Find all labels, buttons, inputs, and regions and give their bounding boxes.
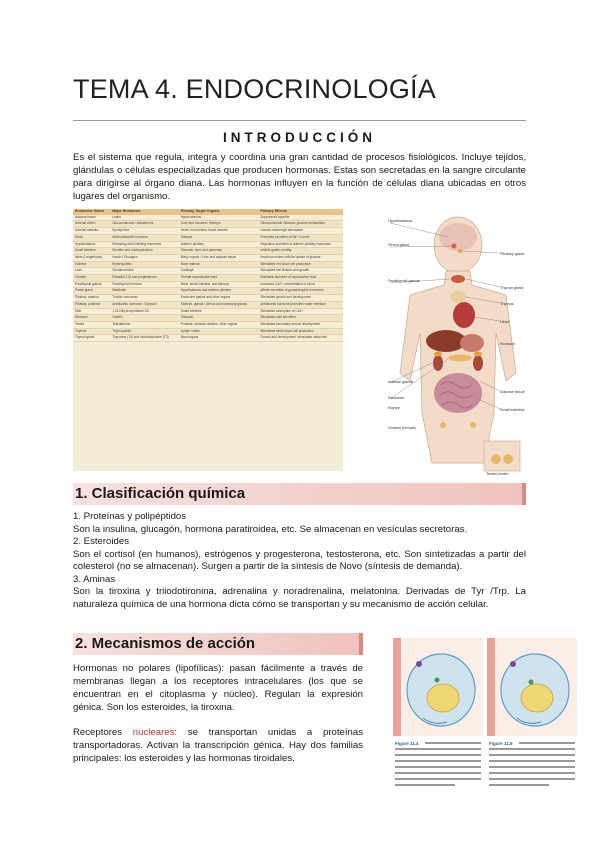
table-cell: Ovaries [73,275,110,282]
table-cell: 1,25-Dihydroxyvitamin D3 [110,308,179,315]
table-row [73,234,343,241]
table-row [73,248,343,255]
table-cell: Small intestine [179,308,259,315]
table-cell: Stimulates absorption of Ca2+ [258,308,343,315]
table-cell: Hypothalamus and anterior pituitary [179,288,259,295]
table-row [73,241,343,248]
table-cell: Stimulates secondary sexual development [258,321,343,328]
table-cell: Glucocorticoids / Aldosterone [110,221,179,228]
table-cell: Releasing and inhibiting hormones [110,241,179,248]
table-cell: Many organs / Liver and adipose tissue [179,254,259,261]
nucleares-term: nucleares [132,727,175,738]
table-cell: Epinephrine [110,228,179,235]
list-item: 3. Aminas [73,573,116,585]
label-heart: Heart [500,320,510,324]
table-cell: Kidneys, glands / Uterus and mammary glands [179,301,259,308]
table-cell: Promotes excretion of Na+ in urine [258,234,343,241]
label-pineal: Pineal gland [388,243,409,247]
table-cell: Causes adrenergic stimulation [258,228,343,235]
table-cell: Adipose tissue [73,215,110,221]
label-thyroid: Thyroid gland [500,286,524,290]
table-cell: Testosterone [110,321,179,328]
table-row [73,335,343,342]
label-kidney: Kidney [388,406,400,410]
label-adipose: Adipose tissue [500,390,525,394]
table-cell: Secretin and cholecystokinin [110,248,179,255]
table-cell: Liver [73,268,110,275]
table-cell: Stimulates red blood cell production [258,261,343,268]
table-header: Major Hormones [110,209,179,215]
table-cell: Thyroid gland [73,335,110,342]
label-thymus: Thymus [500,302,514,306]
table-cell: Endocrine glands and other organs [179,295,259,302]
table-cell: Bone marrow [179,261,259,268]
receptor-figures [393,638,577,813]
table-cell: Antidiuretic hormone promotes water retention [258,301,343,308]
table-cell: Islets (Langerhans) [73,254,110,261]
list-item: Son la insulina, glucagón, hormona paratiroidea, etc. Se almacenan en vesículas secretoras. [73,523,468,535]
section2-title: 2. Mecanismos de acción [75,635,256,652]
table-cell: Hypothalamus [179,215,259,221]
table-cell: Thyroxine (T4) and triiodothyronine (T3) [110,335,179,342]
label-hypothalamus: Hypothalamus [388,219,413,223]
table-cell: Estradiol-17β and progesterone [110,275,179,282]
table-cell: Prostate, seminal vesicles, other organs [179,321,259,328]
table-cell: Cartilage [179,268,259,275]
table-row [73,254,343,261]
table-cell: Inhibits gastric motility [258,248,343,255]
table-cell: Kidneys [179,234,259,241]
table-cell: Parathyroid glands [73,281,110,288]
hormone-table-image [73,209,343,471]
list-item: 1. Proteínas y polipéptidos [73,511,187,522]
table-cell: Maintains structure of reproductive tract [258,275,343,282]
table-cell: Heart [73,234,110,241]
figure-left-caption: Figure 11.4 [395,741,419,746]
table-cell: Stomach [73,315,110,322]
mechanism-paragraph-1: Hormonas no polares (lipofílicas): pasan fácilmente a través de membranas llegan a los receptores intracelulares (los que se encuentran en el citoplasma y núcleo). Regulan la expresión génica. Son los esteroides, la tiroxina. [73,663,363,713]
classification-list [73,511,526,611]
table-cell: Growth and development; stimulates basal rate [258,335,343,342]
section2-header [73,633,363,655]
table-cell: Pituitary, anterior [73,295,110,302]
table-cell: Stimulates acid secretion [258,315,343,322]
section1-title: 1. Clasificación química [75,485,246,502]
table-cell: Gastrin [110,315,179,322]
hormone-table [73,209,343,342]
label-pancreas: Pancreas [388,396,405,400]
table-cell: Glucocorticoids influence glucose metabolism [258,221,343,228]
table-cell: Thymus [73,328,110,335]
p2-start: Receptores [73,727,133,738]
table-cell: Anterior pituitary [179,241,259,248]
title-divider [73,120,526,121]
table-row [73,228,343,235]
mechanism-paragraph-2 [73,726,363,765]
table-cell: Female reproductive tract [179,275,259,282]
table-cell: Adrenal medulla [73,228,110,235]
table-cell: Suppresses appetite [258,215,343,221]
label-parathyroid: Parathyroid glands [388,279,420,283]
table-header: Primary Effects [258,209,343,215]
table-row [73,295,343,302]
table-row [73,221,343,228]
table-row [73,261,343,268]
table-cell: Liver and muscles / Kidneys [179,221,259,228]
table-row [73,288,343,295]
table-cell: Parathyroid hormone [110,281,179,288]
table-row [73,321,343,328]
table-row [73,281,343,288]
table-cell: Insulin / Glucagon [110,254,179,261]
table-header: Primary Target Organs [179,209,259,215]
label-testes: Testes (male) [486,472,509,475]
label-pituitary: Pituitary gland [500,252,525,256]
table-cell: Insulin promotes cellular uptake of glucose [258,254,343,261]
section1-header [73,483,526,505]
table-cell: Stimulates cell division and growth [258,268,343,275]
table-cell: Hypothalamus [73,241,110,248]
label-adrenal: Adrenal glands [388,380,414,384]
table-cell: Atrial natriuretic hormone [110,234,179,241]
table-cell: Thymopoietin [110,328,179,335]
table-cell: Trophic hormones [110,295,179,302]
label-stomach: Stomach [500,342,515,346]
table-cell: Adrenal cortex [73,221,110,228]
table-cell: Pituitary, posterior [73,301,110,308]
label-small-intestine: Small intestine [500,408,525,412]
page-title: TEMA 4. ENDOCRINOLOGÍA [73,74,436,104]
table-cell: Melatonin [110,288,179,295]
table-cell: Most organs [179,335,259,342]
table-cell: Skin [73,308,110,315]
table-row [73,301,343,308]
table-cell: Small intestine [73,248,110,255]
figure-right-caption: Figure 11.5 [489,741,513,746]
table-row [73,268,343,275]
table-cell: Leptin [110,215,179,221]
table-cell: Affects secretion of gonadotrophic hormones [258,288,343,295]
table-row [73,315,343,322]
label-ovaries: Ovaries (female) [388,426,417,430]
table-cell: Heart, bronchioles, blood vessels [179,228,259,235]
table-cell: Kidneys [73,261,110,268]
table-cell: Bone, small intestine, and kidneys [179,281,259,288]
table-cell: Stimulates white blood cell production [258,328,343,335]
table-cell: Erythropoietin [110,261,179,268]
p2-rest: : se transportan unidas a proteínas transportadoras. Activan la transcripción génica. Hay dos familias principales: los esteroides y las hormonas tiroidales. [73,727,363,764]
table-cell: Testes [73,321,110,328]
intro-heading: INTRODUCCIÓN [223,130,376,145]
table-cell: Increases Ca2+ concentration in blood [258,281,343,288]
list-item: Son el cortisol (en humanos), estrógenos y progesterona, testosterona, etc. Son sintetizadas a partir del colesterol (no se almacenan). Surgen a partir de la síntesis de Novo (síntesis de demanda). [73,548,526,572]
table-cell: Lymph nodes [179,328,259,335]
list-item: Son la tiroxina y triiodotironina, adrenalina y noradrenalina, melatonina. Derivadas de Tyr /Trp. La naturaleza química de una hormona dicta cómo se transportan y su mecanismo de acción celular. [73,586,526,610]
table-cell: Pineal gland [73,288,110,295]
table-cell: Antidiuretic hormone / Oxytocin [110,301,179,308]
endocrine-body-figure [388,213,533,475]
table-cell: Regulates secretion of anterior pituitary hormones [258,241,343,248]
table-row [73,275,343,282]
table-row [73,328,343,335]
table-cell: Stomach [179,315,259,322]
table-row [73,308,343,315]
table-header: Endocrine Gland [73,209,110,215]
table-cell: Stimulates growth and development [258,295,343,302]
table-cell: Somatomedins [110,268,179,275]
list-item: 2. Esteroides [73,536,129,547]
intro-paragraph: Es el sistema que regula, integra y coordina una gran cantidad de procesos fisiológicos. Incluye tejidos, glándulas o células especializadas que producen hormonas. Estas son secretadas en la sangre circulante para dirigirse al órgano diana. Las hormonas influyen en la función de células diana ubicadas en otros lugares del organismo. [73,152,526,202]
table-cell: Stomach, liver, and pancreas [179,248,259,255]
